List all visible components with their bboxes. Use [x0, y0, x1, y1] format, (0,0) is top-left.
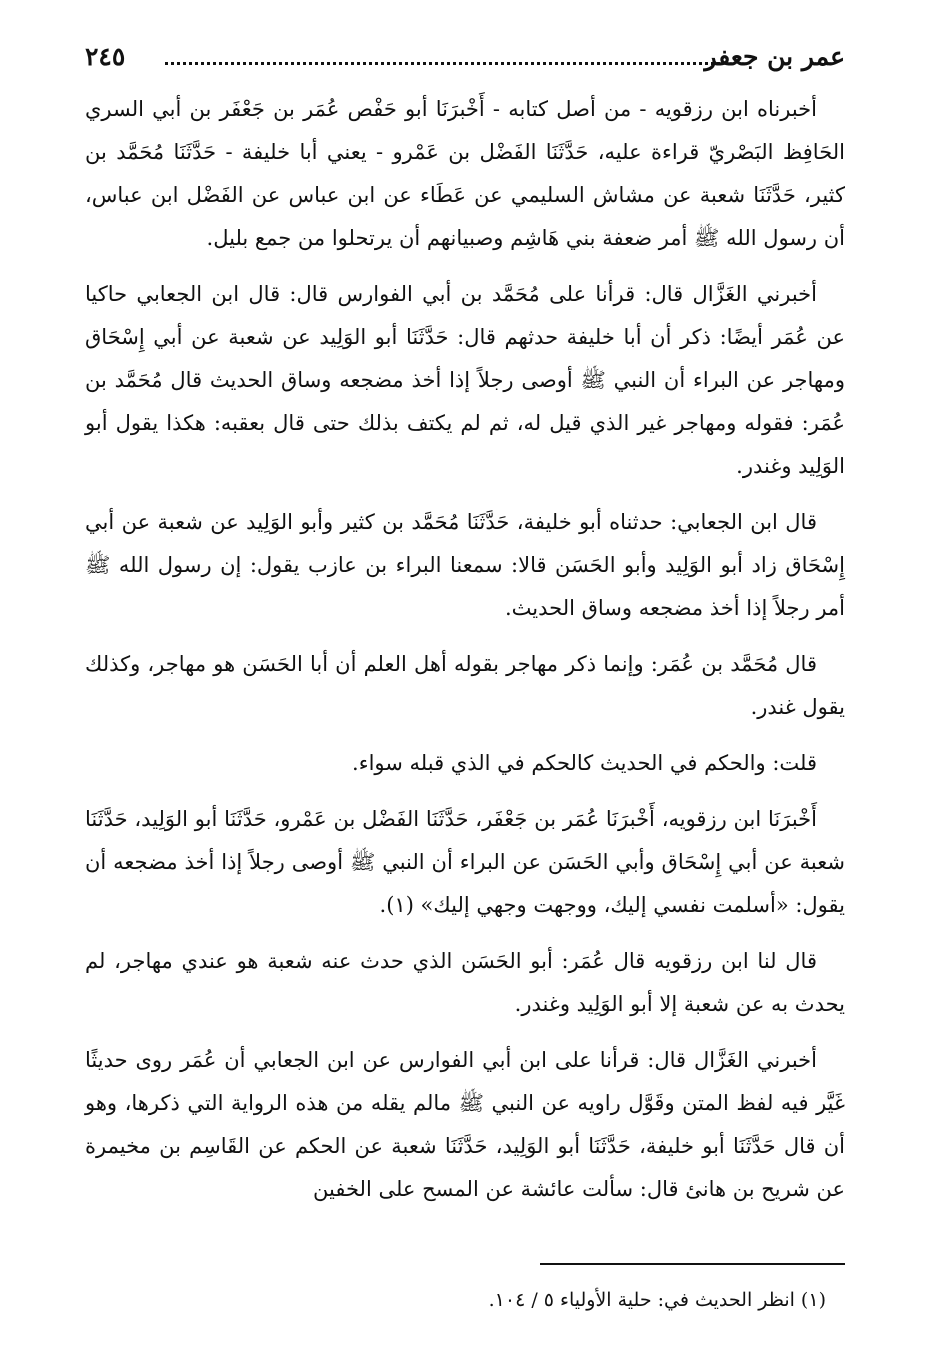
paragraph: قلت: والحكم في الحديث كالحكم في الذي قبله سواء.: [352, 751, 817, 775]
running-title: عمر بن جعفر: [704, 42, 845, 71]
paragraph: أخبرني الغَزَّال قال: قرأنا على ابن أبي الفوارس عن ابن الجعابي أن عُمَر روى حديثًا غَيَّر فيه لفظ المتن وقَوَّل راويه عن النبي ﷺ مالم يقله من هذه الرواية التي ذكرها، وهو أن قال حَدَّثَنَا أبو خليفة، حَدَّثَنَا أبو الوَلِيد، حَدَّثَنَا شعبة عن الحكم عن القَاسِم بن مخيمرة عن شريح بن هانئ قال: سألت عائشة عن المسح على الخفين: [85, 1048, 845, 1201]
dotted-leader: [165, 62, 720, 65]
paragraph: أخبرني الغَزَّال قال: قرأنا على مُحَمَّد بن أبي الفوارس قال: قال ابن الجعابي حاكيا عن عُمَر أيضًا: ذكر أن أبا خليفة حدثهم قال: حَدَّثَنَا أبو الوَلِيد عن شعبة عن أبي إِسْحَاق ومهاجر عن البراء أن النبي ﷺ أوصى رجلاً إذا أخذ مضجعه وساق الحديث قال مُحَمَّد بن عُمَر: فقوله ومهاجر غير الذي قيل له، ثم لم يكتف بذلك حتى قال بعقبه: هكذا يقول أبو الوَلِيد وغندر.: [85, 282, 845, 478]
paragraph: قال لنا ابن رزقويه قال عُمَر: أبو الحَسَن الذي حدث عنه شعبة هو عندي مهاجر، لم يحدث به عن شعبة إلا أبو الوَلِيد وغندر.: [85, 949, 845, 1016]
footnote-divider: [540, 1263, 845, 1265]
paragraph: أخبرناه ابن رزقويه - من أصل كتابه - أَخْبرَنَا أبو حَفْص عُمَر بن جَعْفَر بن أبي السري الحَافِظ البَصْريّ قراءة عليه، حَدَّثَنَا الفَضْل بن عَمْرو - يعني أبا خليفة - حَدَّثَنَا مُحَمَّد بن كثير، حَدَّثَنَا شعبة عن مشاش السليمي عن عَطَاء عن ابن عباس عن الفَضْل ابن عباس، أن رسول الله ﷺ أمر ضعفة بني هَاشِم وصبيانهم أن يرتحلوا من جمع بليل.: [85, 97, 845, 250]
paragraph: قال مُحَمَّد بن عُمَر: وإنما ذكر مهاجر بقوله أهل العلم أن أبا الحَسَن هو مهاجر، وكذلك يقول غندر.: [85, 652, 845, 719]
paragraph: أَخْبرَنَا ابن رزقويه، أَخْبرَنَا عُمَر بن جَعْفَر، حَدَّثَنَا الفَضْل بن عَمْرو، حَدَّثَنَا أبو الوَلِيد، حَدَّثَنَا شعبة عن أبي إِسْحَاق وأبي الحَسَن عن البراء أن النبي ﷺ أوصى رجلاً إذا أخذ مضجعه أن يقول: «أسلمت نفسي إليك، ووجهت وجهي إليك» (١).: [85, 807, 845, 917]
paragraph: قال ابن الجعابي: حدثناه أبو خليفة، حَدَّثَنَا مُحَمَّد بن كثير وأبو الوَلِيد عن شعبة عن أبي إِسْحَاق زاد أبو الوَلِيد وأبو الحَسَن قالا: سمعنا البراء بن عازب يقول: إن رسول الله ﷺ أمر رجلاً إذا أخذ مضجعه وساق الحديث.: [85, 510, 845, 620]
page-number: ٢٤٥: [85, 42, 126, 71]
page-header: [85, 40, 845, 86]
footnote: (١) انظر الحديث في: حلية الأولياء ٥ / ١٠٤.: [488, 1289, 826, 1311]
main-text: [85, 88, 845, 1224]
